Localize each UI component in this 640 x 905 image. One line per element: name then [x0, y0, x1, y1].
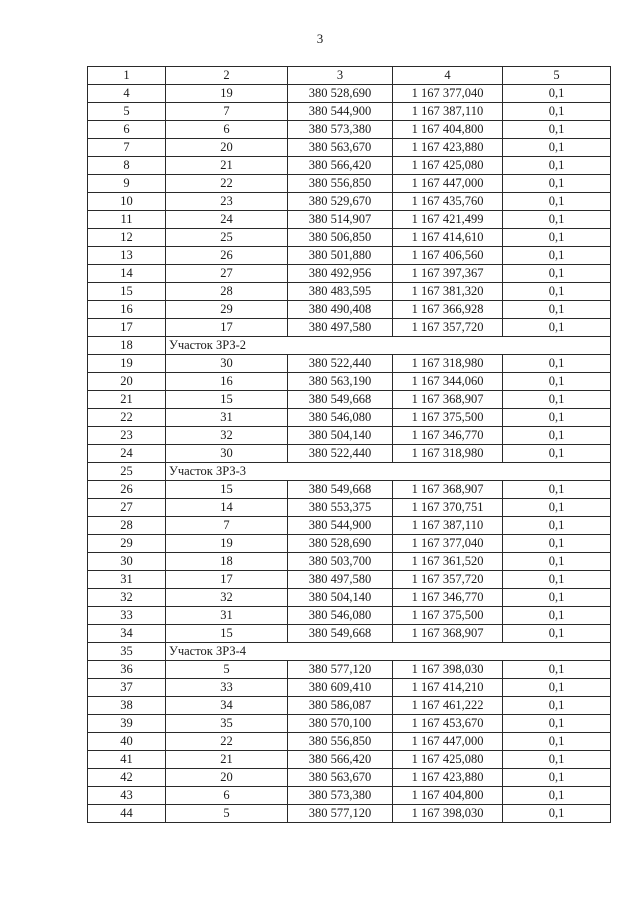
x-coordinate-cell: 380 522,440	[288, 355, 393, 373]
y-coordinate-cell: 1 167 318,980	[393, 355, 503, 373]
y-coordinate-cell: 1 167 421,499	[393, 211, 503, 229]
row-number-cell: 7	[88, 139, 166, 157]
accuracy-cell: 0,1	[503, 787, 611, 805]
y-coordinate-cell: 1 167 377,040	[393, 85, 503, 103]
point-number-cell: 7	[166, 517, 288, 535]
point-number-cell: 30	[166, 445, 288, 463]
y-coordinate-cell: 1 167 368,907	[393, 625, 503, 643]
x-coordinate-cell: 380 501,880	[288, 247, 393, 265]
section-title: Участок ЗРЗ-2	[166, 337, 611, 355]
y-coordinate-cell: 1 167 370,751	[393, 499, 503, 517]
table-row	[88, 247, 611, 265]
x-coordinate-cell: 380 544,900	[288, 517, 393, 535]
row-number-cell: 23	[88, 427, 166, 445]
row-number-cell: 9	[88, 175, 166, 193]
x-coordinate-cell: 380 497,580	[288, 571, 393, 589]
row-number-cell: 4	[88, 85, 166, 103]
x-coordinate-cell: 380 506,850	[288, 229, 393, 247]
x-coordinate-cell: 380 492,956	[288, 265, 393, 283]
table-row	[88, 409, 611, 427]
accuracy-cell: 0,1	[503, 733, 611, 751]
table-row	[88, 175, 611, 193]
table-row	[88, 535, 611, 553]
row-number-cell: 5	[88, 103, 166, 121]
y-coordinate-cell: 1 167 387,110	[393, 103, 503, 121]
x-coordinate-cell: 380 556,850	[288, 175, 393, 193]
point-number-cell: 19	[166, 535, 288, 553]
row-number-cell: 32	[88, 589, 166, 607]
x-coordinate-cell: 380 586,087	[288, 697, 393, 715]
point-number-cell: 7	[166, 103, 288, 121]
point-number-cell: 15	[166, 625, 288, 643]
accuracy-cell: 0,1	[503, 391, 611, 409]
row-number-cell: 11	[88, 211, 166, 229]
x-coordinate-cell: 380 549,668	[288, 625, 393, 643]
row-number-cell: 20	[88, 373, 166, 391]
section-title: Участок ЗРЗ-3	[166, 463, 611, 481]
accuracy-cell: 0,1	[503, 751, 611, 769]
table-header-row	[88, 67, 611, 85]
y-coordinate-cell: 1 167 398,030	[393, 661, 503, 679]
y-coordinate-cell: 1 167 404,800	[393, 787, 503, 805]
accuracy-cell: 0,1	[503, 607, 611, 625]
coordinates-table	[87, 66, 611, 823]
accuracy-cell: 0,1	[503, 427, 611, 445]
accuracy-cell: 0,1	[503, 121, 611, 139]
point-number-cell: 21	[166, 157, 288, 175]
accuracy-cell: 0,1	[503, 589, 611, 607]
point-number-cell: 5	[166, 661, 288, 679]
section-header-row	[88, 463, 611, 481]
y-coordinate-cell: 1 167 357,720	[393, 319, 503, 337]
x-coordinate-cell: 380 609,410	[288, 679, 393, 697]
table-row	[88, 499, 611, 517]
x-coordinate-cell: 380 566,420	[288, 751, 393, 769]
point-number-cell: 24	[166, 211, 288, 229]
table-row	[88, 139, 611, 157]
x-coordinate-cell: 380 504,140	[288, 589, 393, 607]
x-coordinate-cell: 380 546,080	[288, 607, 393, 625]
row-number-cell: 42	[88, 769, 166, 787]
table-row	[88, 427, 611, 445]
column-header: 2	[166, 67, 288, 85]
table-row	[88, 373, 611, 391]
accuracy-cell: 0,1	[503, 265, 611, 283]
table-body	[88, 85, 611, 823]
row-number-cell: 17	[88, 319, 166, 337]
y-coordinate-cell: 1 167 406,560	[393, 247, 503, 265]
y-coordinate-cell: 1 167 453,670	[393, 715, 503, 733]
x-coordinate-cell: 380 504,140	[288, 427, 393, 445]
row-number-cell: 43	[88, 787, 166, 805]
point-number-cell: 23	[166, 193, 288, 211]
y-coordinate-cell: 1 167 375,500	[393, 409, 503, 427]
point-number-cell: 32	[166, 427, 288, 445]
row-number-cell: 24	[88, 445, 166, 463]
y-coordinate-cell: 1 167 346,770	[393, 427, 503, 445]
x-coordinate-cell: 380 483,595	[288, 283, 393, 301]
accuracy-cell: 0,1	[503, 157, 611, 175]
row-number-cell: 44	[88, 805, 166, 823]
row-number-cell: 26	[88, 481, 166, 499]
point-number-cell: 33	[166, 679, 288, 697]
table-row	[88, 625, 611, 643]
table-row	[88, 85, 611, 103]
table-row	[88, 445, 611, 463]
table-row	[88, 481, 611, 499]
row-number-cell: 19	[88, 355, 166, 373]
y-coordinate-cell: 1 167 414,610	[393, 229, 503, 247]
section-title: Участок ЗРЗ-4	[166, 643, 611, 661]
table-row	[88, 157, 611, 175]
accuracy-cell: 0,1	[503, 355, 611, 373]
y-coordinate-cell: 1 167 344,060	[393, 373, 503, 391]
x-coordinate-cell: 380 563,670	[288, 139, 393, 157]
point-number-cell: 25	[166, 229, 288, 247]
point-number-cell: 34	[166, 697, 288, 715]
accuracy-cell: 0,1	[503, 769, 611, 787]
table-row	[88, 355, 611, 373]
row-number-cell: 14	[88, 265, 166, 283]
accuracy-cell: 0,1	[503, 319, 611, 337]
row-number-cell: 37	[88, 679, 166, 697]
x-coordinate-cell: 380 503,700	[288, 553, 393, 571]
table-row	[88, 319, 611, 337]
point-number-cell: 14	[166, 499, 288, 517]
table-row	[88, 571, 611, 589]
point-number-cell: 28	[166, 283, 288, 301]
table-row	[88, 103, 611, 121]
row-number-cell: 29	[88, 535, 166, 553]
row-number-cell: 38	[88, 697, 166, 715]
point-number-cell: 27	[166, 265, 288, 283]
section-header-row	[88, 337, 611, 355]
accuracy-cell: 0,1	[503, 409, 611, 427]
accuracy-cell: 0,1	[503, 553, 611, 571]
point-number-cell: 22	[166, 175, 288, 193]
table-row	[88, 517, 611, 535]
point-number-cell: 6	[166, 787, 288, 805]
row-number-cell: 35	[88, 643, 166, 661]
point-number-cell: 6	[166, 121, 288, 139]
accuracy-cell: 0,1	[503, 571, 611, 589]
row-number-cell: 40	[88, 733, 166, 751]
y-coordinate-cell: 1 167 414,210	[393, 679, 503, 697]
point-number-cell: 35	[166, 715, 288, 733]
accuracy-cell: 0,1	[503, 715, 611, 733]
y-coordinate-cell: 1 167 397,367	[393, 265, 503, 283]
point-number-cell: 16	[166, 373, 288, 391]
row-number-cell: 12	[88, 229, 166, 247]
accuracy-cell: 0,1	[503, 445, 611, 463]
point-number-cell: 15	[166, 391, 288, 409]
accuracy-cell: 0,1	[503, 661, 611, 679]
accuracy-cell: 0,1	[503, 679, 611, 697]
table-row	[88, 787, 611, 805]
row-number-cell: 25	[88, 463, 166, 481]
y-coordinate-cell: 1 167 423,880	[393, 139, 503, 157]
section-header-row	[88, 643, 611, 661]
accuracy-cell: 0,1	[503, 139, 611, 157]
table-row	[88, 733, 611, 751]
accuracy-cell: 0,1	[503, 175, 611, 193]
table-row	[88, 553, 611, 571]
table-row	[88, 301, 611, 319]
accuracy-cell: 0,1	[503, 283, 611, 301]
accuracy-cell: 0,1	[503, 193, 611, 211]
column-header: 5	[503, 67, 611, 85]
y-coordinate-cell: 1 167 318,980	[393, 445, 503, 463]
row-number-cell: 41	[88, 751, 166, 769]
table-row	[88, 769, 611, 787]
point-number-cell: 32	[166, 589, 288, 607]
x-coordinate-cell: 380 573,380	[288, 787, 393, 805]
x-coordinate-cell: 380 549,668	[288, 391, 393, 409]
x-coordinate-cell: 380 528,690	[288, 535, 393, 553]
x-coordinate-cell: 380 549,668	[288, 481, 393, 499]
row-number-cell: 31	[88, 571, 166, 589]
x-coordinate-cell: 380 490,408	[288, 301, 393, 319]
y-coordinate-cell: 1 167 361,520	[393, 553, 503, 571]
x-coordinate-cell: 380 566,420	[288, 157, 393, 175]
accuracy-cell: 0,1	[503, 481, 611, 499]
accuracy-cell: 0,1	[503, 85, 611, 103]
y-coordinate-cell: 1 167 423,880	[393, 769, 503, 787]
row-number-cell: 36	[88, 661, 166, 679]
table-row	[88, 697, 611, 715]
accuracy-cell: 0,1	[503, 517, 611, 535]
row-number-cell: 28	[88, 517, 166, 535]
point-number-cell: 20	[166, 139, 288, 157]
accuracy-cell: 0,1	[503, 229, 611, 247]
accuracy-cell: 0,1	[503, 103, 611, 121]
x-coordinate-cell: 380 546,080	[288, 409, 393, 427]
accuracy-cell: 0,1	[503, 697, 611, 715]
y-coordinate-cell: 1 167 346,770	[393, 589, 503, 607]
y-coordinate-cell: 1 167 398,030	[393, 805, 503, 823]
y-coordinate-cell: 1 167 368,907	[393, 481, 503, 499]
x-coordinate-cell: 380 573,380	[288, 121, 393, 139]
point-number-cell: 21	[166, 751, 288, 769]
x-coordinate-cell: 380 529,670	[288, 193, 393, 211]
point-number-cell: 22	[166, 733, 288, 751]
y-coordinate-cell: 1 167 357,720	[393, 571, 503, 589]
page-number: 3	[316, 31, 324, 46]
y-coordinate-cell: 1 167 366,928	[393, 301, 503, 319]
x-coordinate-cell: 380 563,670	[288, 769, 393, 787]
y-coordinate-cell: 1 167 435,760	[393, 193, 503, 211]
y-coordinate-cell: 1 167 447,000	[393, 733, 503, 751]
point-number-cell: 15	[166, 481, 288, 499]
row-number-cell: 39	[88, 715, 166, 733]
y-coordinate-cell: 1 167 425,080	[393, 157, 503, 175]
point-number-cell: 19	[166, 85, 288, 103]
point-number-cell: 31	[166, 607, 288, 625]
table-row	[88, 211, 611, 229]
x-coordinate-cell: 380 528,690	[288, 85, 393, 103]
accuracy-cell: 0,1	[503, 301, 611, 319]
table-row	[88, 193, 611, 211]
row-number-cell: 8	[88, 157, 166, 175]
y-coordinate-cell: 1 167 377,040	[393, 535, 503, 553]
point-number-cell: 26	[166, 247, 288, 265]
row-number-cell: 18	[88, 337, 166, 355]
table-row	[88, 391, 611, 409]
y-coordinate-cell: 1 167 368,907	[393, 391, 503, 409]
x-coordinate-cell: 380 570,100	[288, 715, 393, 733]
point-number-cell: 17	[166, 319, 288, 337]
accuracy-cell: 0,1	[503, 247, 611, 265]
accuracy-cell: 0,1	[503, 373, 611, 391]
accuracy-cell: 0,1	[503, 625, 611, 643]
table-row	[88, 661, 611, 679]
x-coordinate-cell: 380 556,850	[288, 733, 393, 751]
column-header: 4	[393, 67, 503, 85]
row-number-cell: 33	[88, 607, 166, 625]
table-row	[88, 751, 611, 769]
point-number-cell: 30	[166, 355, 288, 373]
y-coordinate-cell: 1 167 375,500	[393, 607, 503, 625]
point-number-cell: 5	[166, 805, 288, 823]
row-number-cell: 27	[88, 499, 166, 517]
table-row	[88, 265, 611, 283]
point-number-cell: 17	[166, 571, 288, 589]
table-row	[88, 607, 611, 625]
table-row	[88, 283, 611, 301]
x-coordinate-cell: 380 577,120	[288, 661, 393, 679]
row-number-cell: 21	[88, 391, 166, 409]
accuracy-cell: 0,1	[503, 805, 611, 823]
y-coordinate-cell: 1 167 404,800	[393, 121, 503, 139]
y-coordinate-cell: 1 167 387,110	[393, 517, 503, 535]
row-number-cell: 16	[88, 301, 166, 319]
row-number-cell: 34	[88, 625, 166, 643]
accuracy-cell: 0,1	[503, 535, 611, 553]
point-number-cell: 31	[166, 409, 288, 427]
accuracy-cell: 0,1	[503, 211, 611, 229]
row-number-cell: 22	[88, 409, 166, 427]
x-coordinate-cell: 380 553,375	[288, 499, 393, 517]
x-coordinate-cell: 380 577,120	[288, 805, 393, 823]
row-number-cell: 6	[88, 121, 166, 139]
table-row	[88, 715, 611, 733]
y-coordinate-cell: 1 167 461,222	[393, 697, 503, 715]
x-coordinate-cell: 380 563,190	[288, 373, 393, 391]
row-number-cell: 15	[88, 283, 166, 301]
table-row	[88, 229, 611, 247]
column-header: 1	[88, 67, 166, 85]
point-number-cell: 29	[166, 301, 288, 319]
y-coordinate-cell: 1 167 425,080	[393, 751, 503, 769]
x-coordinate-cell: 380 522,440	[288, 445, 393, 463]
x-coordinate-cell: 380 544,900	[288, 103, 393, 121]
table-row	[88, 121, 611, 139]
table-row	[88, 805, 611, 823]
table-row	[88, 589, 611, 607]
row-number-cell: 30	[88, 553, 166, 571]
y-coordinate-cell: 1 167 381,320	[393, 283, 503, 301]
row-number-cell: 10	[88, 193, 166, 211]
point-number-cell: 18	[166, 553, 288, 571]
row-number-cell: 13	[88, 247, 166, 265]
x-coordinate-cell: 380 514,907	[288, 211, 393, 229]
y-coordinate-cell: 1 167 447,000	[393, 175, 503, 193]
column-header: 3	[288, 67, 393, 85]
point-number-cell: 20	[166, 769, 288, 787]
table-row	[88, 679, 611, 697]
x-coordinate-cell: 380 497,580	[288, 319, 393, 337]
accuracy-cell: 0,1	[503, 499, 611, 517]
